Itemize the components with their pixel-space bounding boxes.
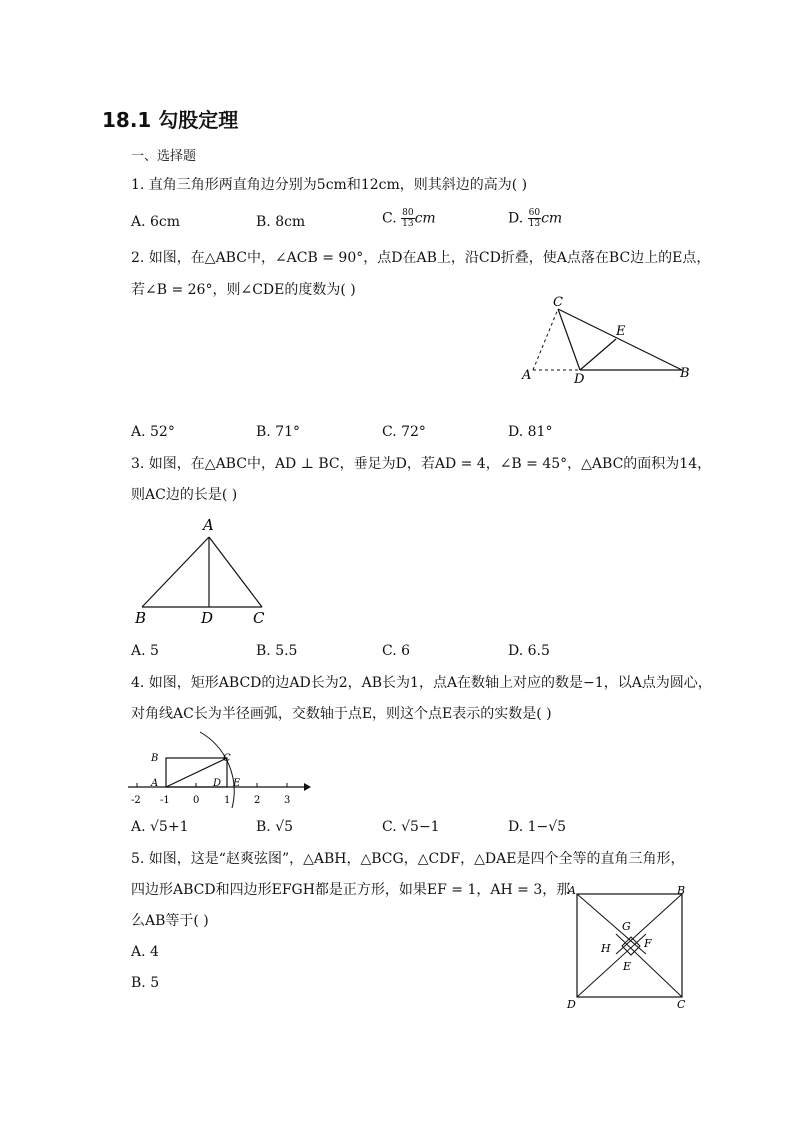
q2-label-b: B	[680, 366, 690, 381]
q4-label-a: A	[151, 778, 159, 789]
q3-label-a: A	[203, 516, 214, 534]
q1-option-c	[382, 208, 436, 229]
q1-option-d	[508, 208, 562, 229]
q4-option-c: C. √5−1	[382, 819, 440, 835]
q3-text-line2: 则AC边的长是( )	[131, 487, 238, 503]
q3-option-c: C. 6	[382, 643, 411, 659]
q2-label-e: E	[616, 324, 626, 339]
q2-option-d: D. 81°	[508, 424, 553, 440]
q5-option-b: B. 5	[131, 975, 160, 991]
q4-tick-label: 2	[254, 795, 261, 806]
q1-option-d-prefix: D.	[508, 210, 524, 227]
q5-figure	[560, 880, 700, 1010]
q2-text-line2: 若∠B = 26°，则∠CDE的度数为( )	[131, 282, 356, 298]
q2-option-c: C. 72°	[382, 424, 426, 440]
q4-option-b: B. √5	[256, 819, 294, 835]
q5-label-b: B	[677, 884, 686, 897]
q4-text-line1: 4. 如图，矩形ABCD的边AD长为2，AB长为1，点A在数轴上对应的数是−1，以A点为圆心，	[131, 675, 712, 691]
q5-label-e: E	[623, 960, 632, 973]
q3-option-b: B. 5.5	[256, 643, 298, 659]
section-heading: 一、选择题	[131, 149, 197, 164]
q2-label-a: A	[522, 368, 532, 383]
q5-text-line2: 四边形ABCD和四边形EFGH都是正方形，如果EF = 1，AH = 3，那	[131, 882, 571, 898]
q4-label-b: B	[151, 753, 159, 764]
q4-label-c: C	[223, 753, 231, 764]
q2-figure	[510, 292, 710, 392]
q5-option-a: A. 4	[131, 944, 159, 960]
q3-option-a: A. 5	[131, 643, 159, 659]
q3-option-d: D. 6.5	[508, 643, 550, 659]
q4-option-d: D. 1−√5	[508, 819, 567, 835]
q4-tick-label: -1	[160, 795, 170, 806]
q4-tick-label: 0	[193, 795, 200, 806]
q5-label-c: C	[677, 998, 686, 1011]
q2-label-d: D	[574, 372, 585, 387]
q5-label-h: H	[601, 942, 611, 955]
q1-option-c-prefix: C.	[382, 210, 397, 227]
q4-tick-label: 3	[284, 795, 291, 806]
q4-text-line2: 对角线AC长为半径画弧，交数轴于点E，则这个点E表示的实数是( )	[131, 706, 552, 722]
q4-option-a: A. √5+1	[131, 819, 189, 835]
q1-text: 1. 直角三角形两直角边分别为5cm和12cm，则其斜边的高为( )	[131, 177, 528, 193]
q3-figure	[130, 512, 280, 632]
q3-label-d: D	[201, 609, 214, 627]
q1-option-a: A. 6cm	[131, 214, 181, 230]
q1-option-b: B. 8cm	[256, 214, 306, 230]
q5-text-line1: 5. 如图，这是“赵爽弦图”，△ABH，△BCG，△CDF，△DAE是四个全等的直角三角形，	[131, 851, 685, 867]
q2-option-a: A. 52°	[131, 424, 175, 440]
q1-option-d-fraction: $\frac{60}{13}$	[528, 208, 541, 229]
q2-text-line1: 2. 如图，在△ABC中，∠ACB = 90°，点D在AB上，沿CD折叠，使A点落在BC边上的E点，	[131, 250, 711, 266]
q2-label-c: C	[553, 295, 563, 310]
q1-option-d-unit: cm	[541, 210, 563, 227]
q2-option-b: B. 71°	[256, 424, 301, 440]
q5-label-g: G	[622, 920, 631, 933]
q5-label-d: D	[567, 998, 576, 1011]
q3-label-b: B	[135, 609, 147, 627]
q3-text-line1: 3. 如图，在△ABC中，AD ⊥ BC，垂足为D，若AD = 4，∠B = 45°，△ABC的面积为14，	[131, 456, 712, 472]
q4-label-e: E	[233, 778, 241, 789]
q5-text-line3: 么AB等于( )	[131, 913, 209, 929]
q1-option-c-fraction: $\frac{80}{13}$	[402, 208, 414, 229]
q1-option-c-unit: cm	[414, 210, 436, 227]
q4-tick-label: -2	[131, 795, 141, 806]
page-title: 18.1 勾股定理	[102, 108, 239, 132]
q4-figure	[128, 730, 318, 810]
q4-tick-label: 1	[224, 795, 231, 806]
q5-label-a: A	[568, 884, 576, 897]
q5-label-f: F	[644, 937, 652, 950]
q4-label-d: D	[213, 778, 222, 789]
q3-label-c: C	[253, 609, 265, 627]
